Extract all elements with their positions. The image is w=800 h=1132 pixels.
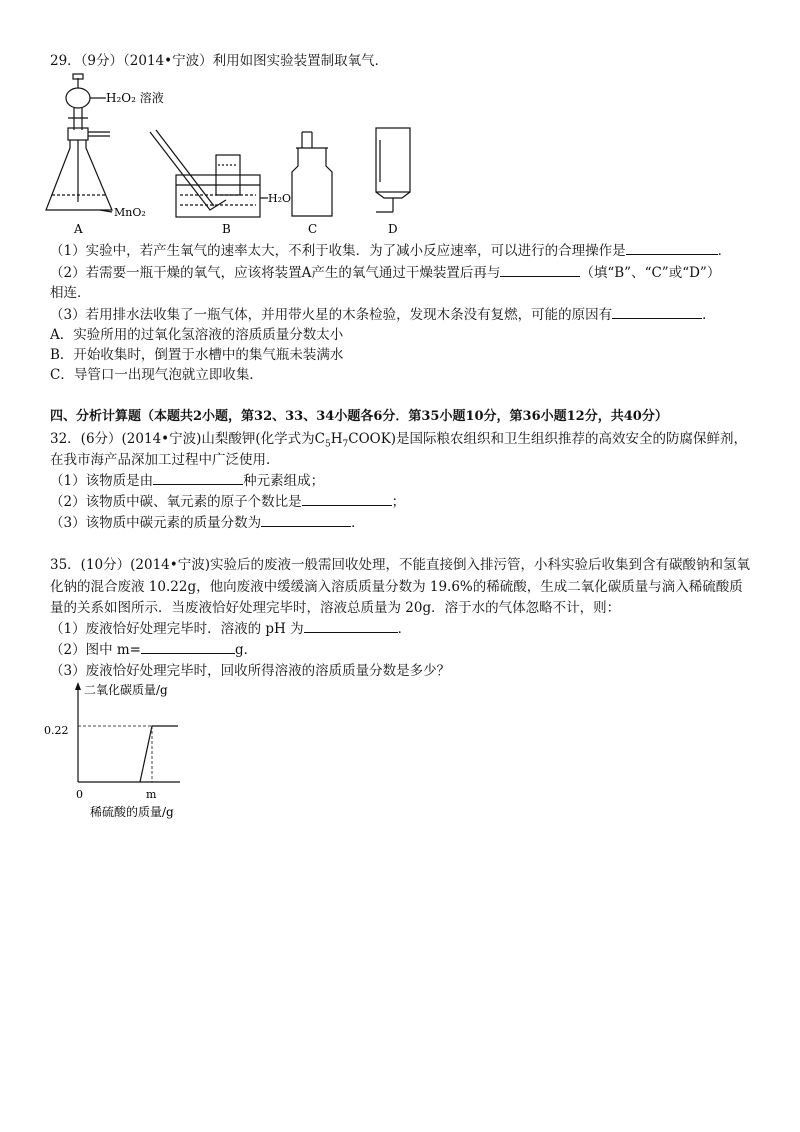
q29-option-b: B．开始收集时，倒置于水槽中的集气瓶未装满水 xyxy=(50,347,344,363)
co2-mass-chart xyxy=(40,678,220,823)
q29-part3: （3）若用排水法收集了一瓶气体，并用带火星的木条检验，发现木条没有复燃，可能的原因有 ． xyxy=(50,307,716,323)
q35-line1: 35．(10分）(2014•宁波)实验后的废液一般需回收处理，不能直接倒入排污管，小科实验后收集到含有碳酸钠和氢氧 xyxy=(50,557,750,573)
section-heading: 四、分析计算题（本题共2小题，第32、33、34小题各6分．第35小题10分，第36小题12分，共40分） xyxy=(50,409,668,424)
q32-part2: （2）该物质中碳、氧元素的原子个数比是 ； xyxy=(50,494,406,510)
co2-series-line xyxy=(140,726,178,782)
q32-line1: 32．(6分）(2014•宁波)山梨酸钾(化学式为$C_5H_7COOK$)是国际粮农组织和卫生组织推荐的高效安全的防腐保鲜剂， xyxy=(50,431,748,450)
apparatus-letter-b: B xyxy=(222,222,231,236)
q32-line2: 在我市海产品深加工过程中广泛使用． xyxy=(50,452,280,468)
x-axis-label: 稀硫酸的质量/g xyxy=(90,805,174,819)
answer-blank[interactable] xyxy=(612,306,702,319)
q29-option-a: A．实验所用的过氧化氢溶液的溶质质量分数太小 xyxy=(50,327,344,343)
answer-blank[interactable] xyxy=(302,493,392,506)
y-tick-label: 0.22 xyxy=(44,724,69,737)
h2o-label: H₂O xyxy=(268,192,292,205)
q35-part2: （2）图中 m= g． xyxy=(50,642,258,658)
apparatus-letter-c: C xyxy=(308,222,318,236)
q29-part1: （1）实验中，若产生氧气的速率太大，不利于收集．为了减小反应速率，可以进行的合理操作是 ． xyxy=(50,243,732,259)
answer-blank[interactable] xyxy=(304,620,398,633)
mno2-label: MnO₂ xyxy=(114,206,146,219)
answer-blank[interactable] xyxy=(153,472,243,485)
q32-part1: （1）该物质是由 种元素组成； xyxy=(50,473,325,489)
q35-line3: 量的关系如图所示．当废液恰好处理完毕时，溶液总质量为 20g．溶于水的气体忽略不计，则： xyxy=(50,600,621,616)
q32-part3: （3）该物质中碳元素的质量分数为 ． xyxy=(50,515,365,531)
apparatus-c xyxy=(292,132,332,216)
apparatus-b xyxy=(150,130,268,217)
q29-part2: （2）若需要一瓶干燥的氧气，应该将装置A产生的氧气通过干燥装置后再与 （填“B”、“C”或“D”） xyxy=(50,265,721,281)
apparatus-letter-a: A xyxy=(74,222,83,236)
y-axis-arrow xyxy=(75,682,81,690)
h2o2-label: H₂O₂ 溶液 xyxy=(106,91,164,105)
q29-option-c: C．导管口一出现气泡就立即收集． xyxy=(50,367,263,383)
origin-label: 0 xyxy=(76,788,83,801)
answer-blank[interactable] xyxy=(626,242,718,255)
apparatus-d xyxy=(376,128,410,212)
q29-title: 29．（9分）（2014•宁波）利用如图实验装置制取氧气． xyxy=(50,53,389,69)
answer-blank[interactable] xyxy=(141,641,235,654)
q35-line2: 化钠的混合废液 10.22g，他向废液中缓缓滴入溶质质量分数为 19.6%的稀硫酸，生成二氧化碳质量与滴入稀硫酸质 xyxy=(50,579,743,595)
q35-part3: （3）废液恰好处理完毕时，回收所得溶液的溶质质量分数是多少？ xyxy=(50,663,451,679)
q35-part1: （1）废液恰好处理完毕时．溶液的 pH 为 ． xyxy=(50,621,412,637)
q29-part2-cont: 相连． xyxy=(50,285,91,301)
answer-blank[interactable] xyxy=(261,514,351,527)
y-axis-label: 二氧化碳质量/g xyxy=(84,683,168,697)
x-tick-label: m xyxy=(146,788,157,801)
lab-apparatus-diagram xyxy=(40,70,440,240)
apparatus-letter-d: D xyxy=(388,222,398,236)
apparatus-a xyxy=(46,74,112,212)
answer-blank[interactable] xyxy=(500,264,580,277)
